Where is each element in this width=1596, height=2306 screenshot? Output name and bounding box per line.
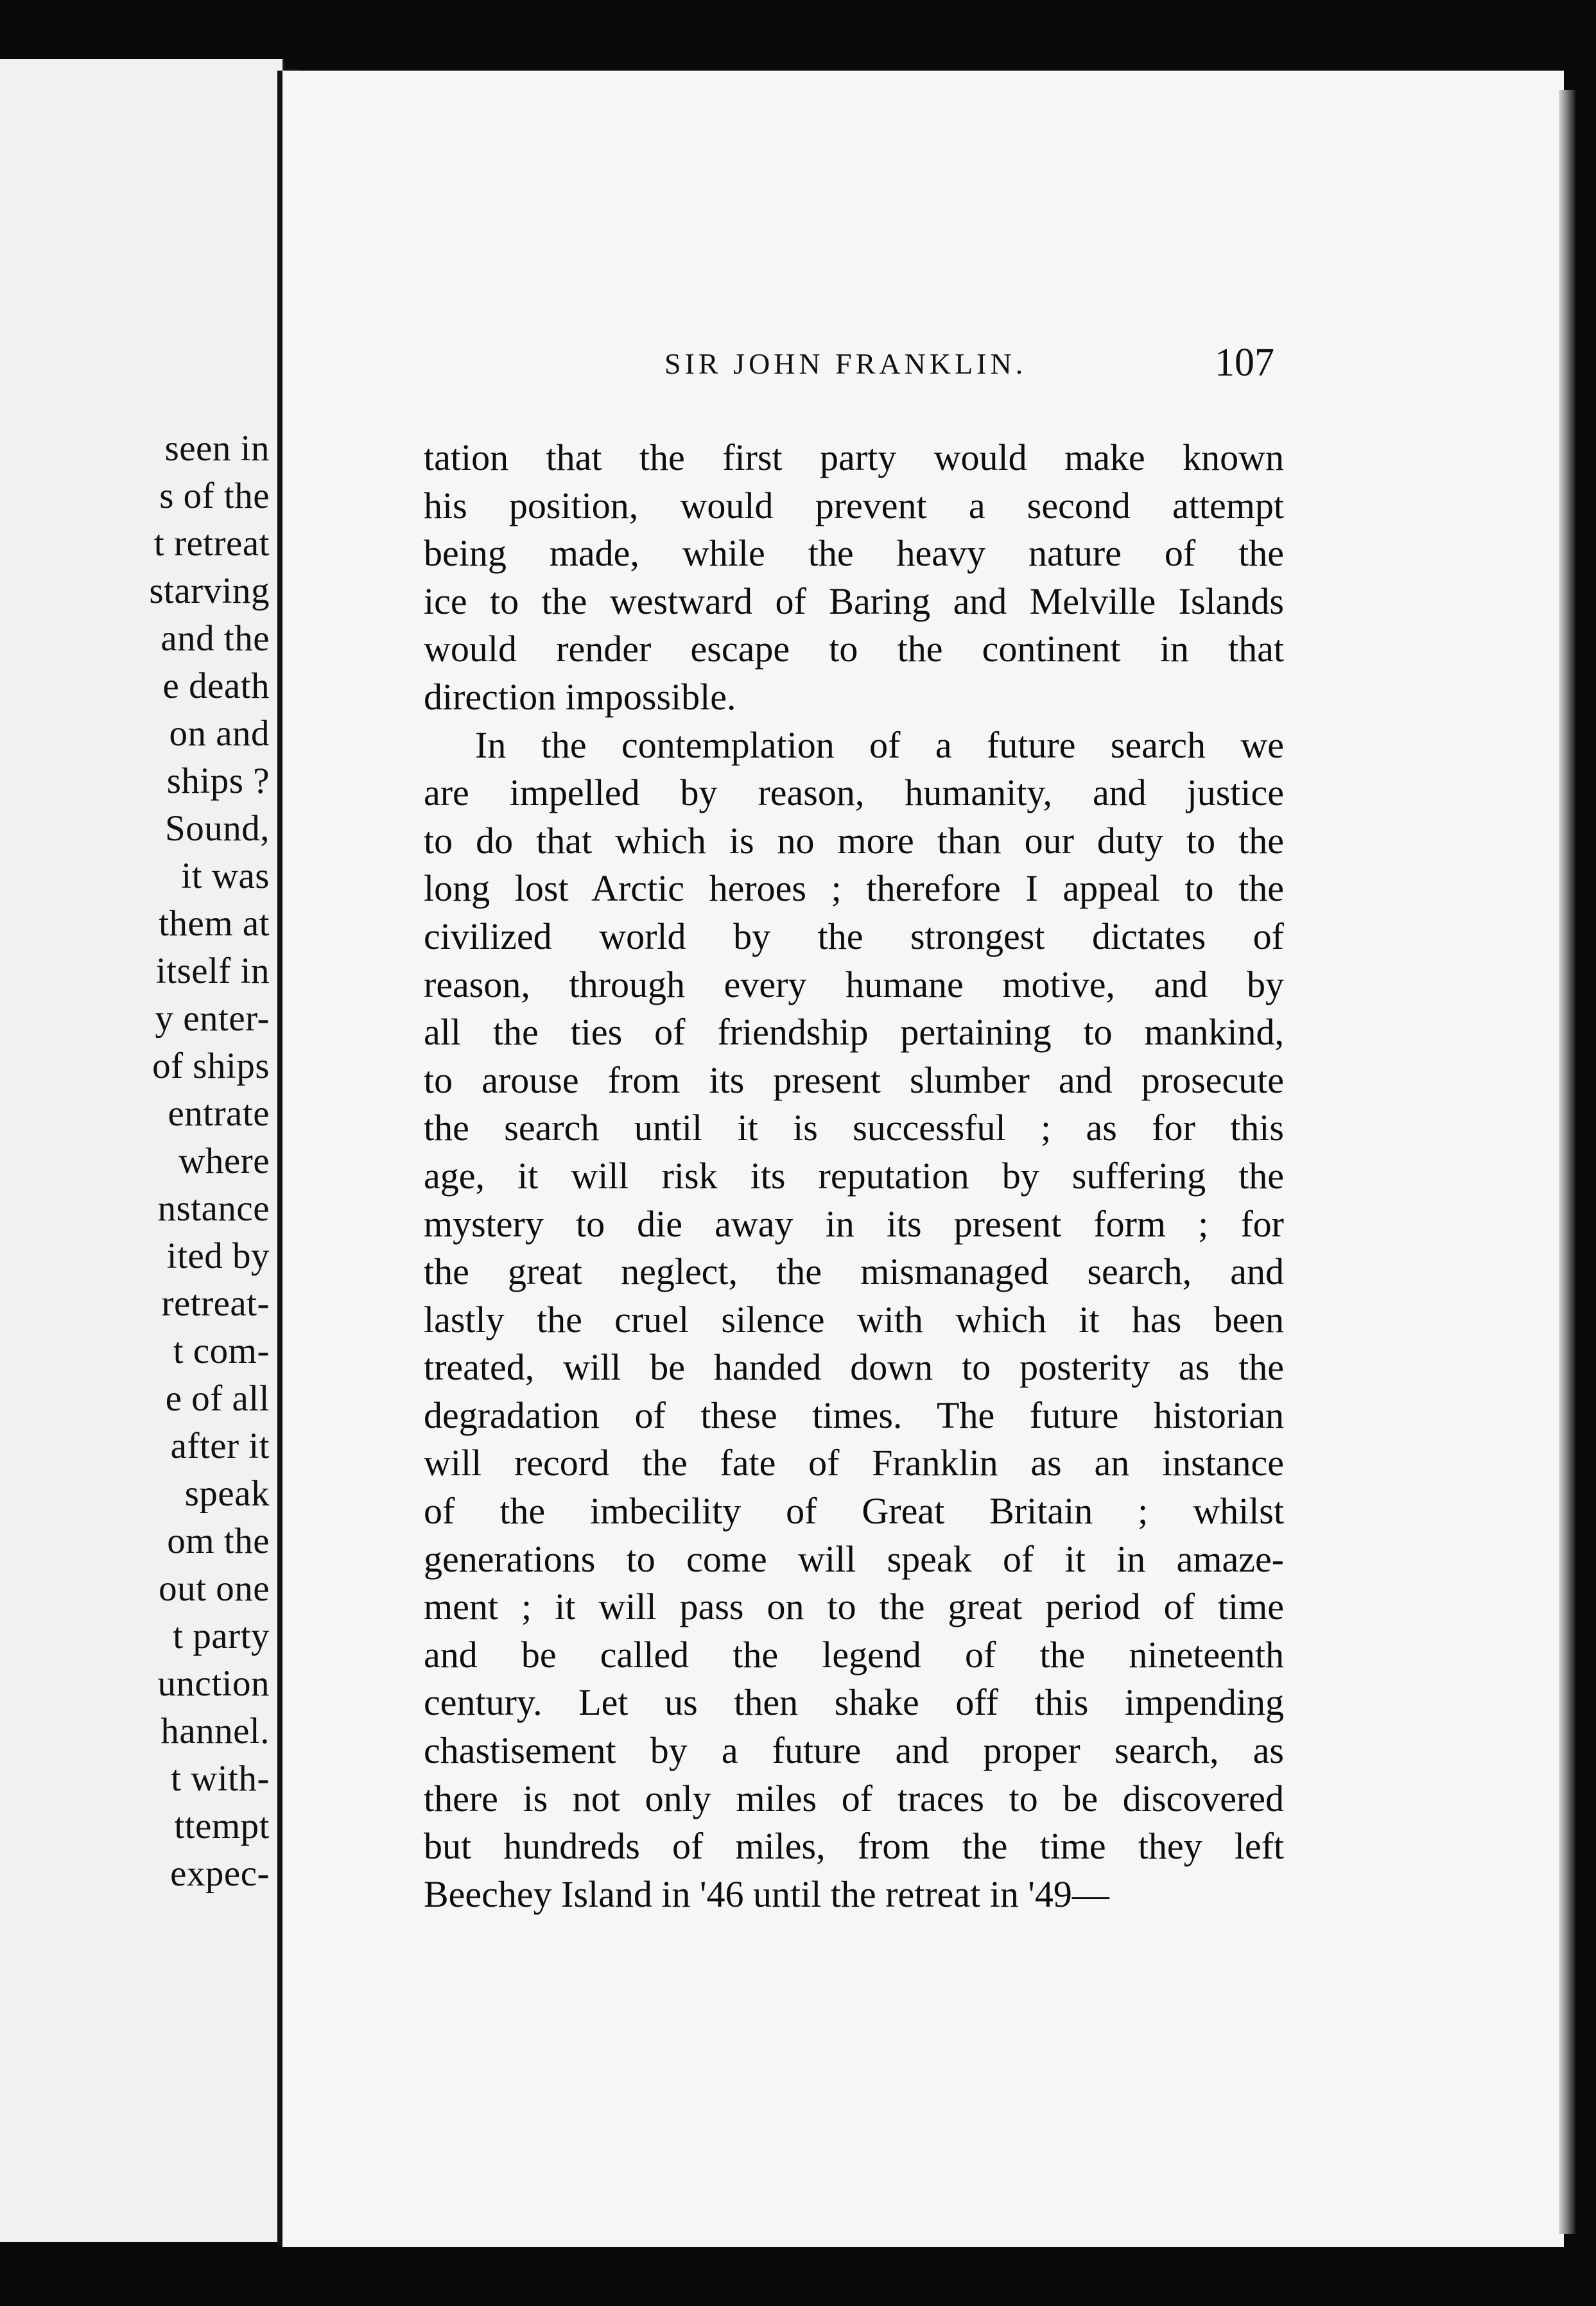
text-line: to do that which is no more than our duty to the bbox=[424, 819, 1284, 862]
left-page-line: t party bbox=[173, 1616, 270, 1656]
left-page-line: where bbox=[178, 1141, 270, 1181]
text-line: of the imbecility of Great Britain ; whilst bbox=[424, 1490, 1284, 1532]
text-line: Beechey Island in '46 until the retreat in '49— bbox=[424, 1873, 1109, 1915]
text-line: century. Let us then shake off this impending bbox=[424, 1681, 1284, 1724]
page-edge-shadow bbox=[1559, 90, 1575, 2234]
left-page-line: seen in bbox=[164, 428, 270, 469]
text-line: there is not only miles of traces to be discovered bbox=[424, 1777, 1284, 1819]
text-line: his position, would prevent a second attempt bbox=[424, 484, 1284, 526]
left-page-line: them at bbox=[159, 903, 270, 944]
left-page-line: entrate bbox=[168, 1093, 270, 1134]
text-line: tation that the first party would make known bbox=[424, 437, 1284, 478]
text-line: being made, while the heavy nature of the bbox=[424, 532, 1284, 575]
text-line: to arouse from its present slumber and prosecute bbox=[424, 1059, 1284, 1101]
text-line: direction impossible. bbox=[424, 675, 736, 718]
left-page-line: of ships bbox=[152, 1046, 270, 1086]
left-page-line: expec- bbox=[170, 1853, 270, 1894]
left-page-line: e of all bbox=[165, 1378, 270, 1419]
text-line: ice to the westward of Baring and Melville Islands bbox=[424, 580, 1284, 622]
left-page-line: and the bbox=[160, 618, 270, 659]
text-line: mystery to die away in its present form ; for bbox=[424, 1202, 1284, 1245]
text-line: the search until it is successful ; as for this bbox=[424, 1107, 1284, 1149]
left-page-line: ships ? bbox=[166, 761, 270, 801]
body-text bbox=[424, 434, 1284, 1918]
left-page-line: y enter- bbox=[155, 998, 270, 1039]
left-page-line: starving bbox=[149, 571, 270, 611]
left-page-line: on and bbox=[169, 713, 270, 754]
text-line: civilized world by the strongest dictates of bbox=[424, 915, 1284, 957]
left-page-line: nstance bbox=[157, 1188, 270, 1229]
left-page-line: out one bbox=[159, 1568, 270, 1609]
left-page-line: e death bbox=[162, 666, 270, 706]
text-line: age, it will risk its reputation by suffering the bbox=[424, 1154, 1284, 1197]
left-page-line: retreat- bbox=[161, 1283, 270, 1324]
text-line: lastly the cruel silence with which it has been bbox=[424, 1298, 1284, 1340]
left-page-line: itself in bbox=[155, 951, 270, 991]
text-line: In the contemplation of a future search we bbox=[475, 724, 1284, 766]
page-number: 107 bbox=[1215, 341, 1274, 385]
text-line: reason, through every humane motive, and by bbox=[424, 963, 1284, 1005]
left-page-line: hannel. bbox=[160, 1711, 270, 1751]
text-line: and be called the legend of the nineteenth bbox=[424, 1633, 1284, 1676]
text-line: long lost Arctic heroes ; therefore I appeal to the bbox=[424, 867, 1284, 910]
text-line: treated, will be handed down to posterity as the bbox=[424, 1346, 1284, 1389]
left-page bbox=[0, 59, 284, 2242]
text-line: chastisement by a future and proper search, as bbox=[424, 1730, 1284, 1772]
text-line: but hundreds of miles, from the time they left bbox=[424, 1825, 1284, 1868]
text-line: will record the fate of Franklin as an instance bbox=[424, 1442, 1284, 1484]
text-line: the great neglect, the mismanaged search, and bbox=[424, 1251, 1284, 1293]
left-page-line: unction bbox=[157, 1663, 270, 1704]
left-page-line: t with- bbox=[171, 1758, 270, 1799]
left-page-line: s of the bbox=[159, 476, 270, 516]
left-page-line: t com- bbox=[173, 1331, 270, 1371]
text-line: all the ties of friendship pertaining to mankind, bbox=[424, 1011, 1284, 1053]
left-page-line: ited by bbox=[166, 1236, 270, 1276]
left-page-line: it was bbox=[181, 856, 270, 896]
left-page-line: Sound, bbox=[165, 808, 270, 849]
left-page-line: om the bbox=[167, 1521, 270, 1561]
running-head: SIR JOHN FRANKLIN. bbox=[664, 347, 1027, 380]
left-page-line: speak bbox=[184, 1473, 270, 1514]
text-line: ment ; it will pass on to the great period of time bbox=[424, 1586, 1284, 1628]
left-page-line: ttempt bbox=[174, 1806, 270, 1846]
left-page-line: t retreat bbox=[153, 523, 270, 564]
text-line: degradation of these times. The future historian bbox=[424, 1394, 1284, 1436]
text-line: would render escape to the continent in that bbox=[424, 628, 1284, 670]
left-page-line: after it bbox=[170, 1426, 270, 1466]
text-line: are impelled by reason, humanity, and justice bbox=[424, 772, 1284, 814]
text-line: generations to come will speak of it in amaze- bbox=[424, 1538, 1284, 1580]
